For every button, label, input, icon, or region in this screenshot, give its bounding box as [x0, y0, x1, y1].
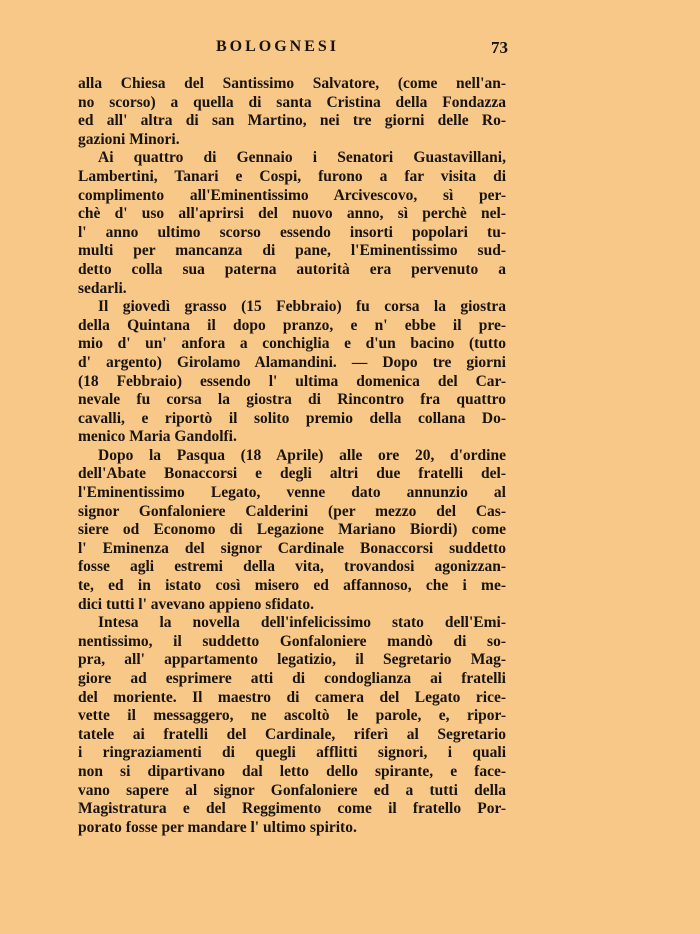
text-line: mio d' un' anfora a conchiglia e d'un bacino (tutto [78, 335, 506, 353]
text-line: giore ad esprimere atti di condoglianza ai fratelli [78, 670, 506, 687]
text-line: tatele ai fratelli del Cardinale, riferì al Segretario [78, 725, 506, 743]
text-line: dell'Abate Bonaccorsi e degli altri due fratelli del- [78, 465, 506, 483]
text-line: vette il messaggero, ne ascoltò le parole, e, ripor- [78, 707, 506, 725]
text-line: d' argento) Girolamo Alamandini. — Dopo tre giorni [78, 353, 506, 371]
text-line: vano sapere al signor Gonfaloniere ed a tutti della [78, 781, 506, 799]
text-line: ed all' altra di san Martino, nei tre giorni delle Ro- [78, 112, 506, 130]
paragraph-start-line: Il giovedì grasso (15 Febbraio) fu corsa la giostra [98, 298, 506, 316]
page-number: 73 [491, 38, 508, 57]
text-line: sedarli. [78, 279, 127, 297]
text-line: detto colla sua paterna autorità era pervenuto a [78, 260, 506, 278]
text-line: gazioni Minori. [78, 130, 180, 148]
paragraph-start-line: Ai quattro di Gennaio i Senatori Guastavillani, [98, 149, 506, 167]
text-line: Lambertini, Tanari e Cospi, furono a far visita di [78, 167, 506, 185]
text-line: pra, all' appartamento legatizio, il Segretario Mag- [78, 651, 506, 669]
text-line: porato fosse per mandare l' ultimo spirito. [78, 818, 357, 836]
text-line: no scorso) a quella di santa Cristina della Fondazza [78, 93, 506, 111]
text-line: cavalli, e riportò il solito premio della collana Do- [78, 409, 506, 427]
text-line: l' anno ultimo scorso essendo insorti popolari tu- [78, 223, 506, 241]
paragraph-start-line: Intesa la novella dell'infelicissimo stato dell'Emi- [98, 614, 506, 632]
text-line: fosse agli estremi della vita, trovandosi agonizzan- [78, 558, 506, 576]
text-line: chè d' uso all'aprirsi del nuovo anno, sì perchè nel- [78, 205, 506, 223]
text-line: (18 Febbraio) essendo l' ultima domenica del Car- [78, 372, 506, 390]
text-line: dici tutti l' avevano appieno sfidato. [78, 595, 314, 613]
paragraph-start-line: Dopo la Pasqua (18 Aprile) alle ore 20, d'ordine [98, 446, 506, 464]
text-line: del moriente. Il maestro di camera del Legato rice- [78, 688, 506, 706]
text-line: della Quintana il dopo pranzo, e n' ebbe il pre- [78, 316, 506, 334]
text-line: complimento all'Eminentissimo Arcivescovo, sì per- [78, 186, 506, 204]
text-line: alla Chiesa del Santissimo Salvatore, (come nell'an- [78, 75, 506, 92]
text-line: l' Eminenza del signor Cardinale Bonaccorsi suddetto [78, 539, 506, 557]
text-line: nentissimo, il suddetto Gonfaloniere mandò di so- [78, 632, 506, 650]
body-text [78, 75, 506, 837]
text-line: te, ed in istato così misero ed affannoso, che i me- [78, 577, 506, 595]
text-line: i ringraziamenti di quegli afflitti signori, i quali [78, 744, 506, 762]
text-line: non si dipartivano dal letto dello spirante, e face- [78, 762, 506, 780]
text-line: siere od Economo di Legazione Mariano Biordi) come [78, 521, 506, 539]
text-line: nevale fu corsa la giostra di Rincontro fra quattro [78, 391, 506, 409]
text-line: l'Eminentissimo Legato, venne dato annunzio al [78, 484, 506, 502]
text-line: multi per mancanza di pane, l'Eminentissimo sud- [78, 242, 506, 260]
running-title: BOLOGNESI [216, 38, 340, 55]
text-line: menico Maria Gandolfi. [78, 428, 237, 446]
running-head [78, 38, 508, 62]
text-line: signor Gonfaloniere Calderini (per mezzo del Cas- [78, 502, 506, 520]
text-line: Magistratura e del Reggimento come il fratello Por- [78, 800, 506, 818]
